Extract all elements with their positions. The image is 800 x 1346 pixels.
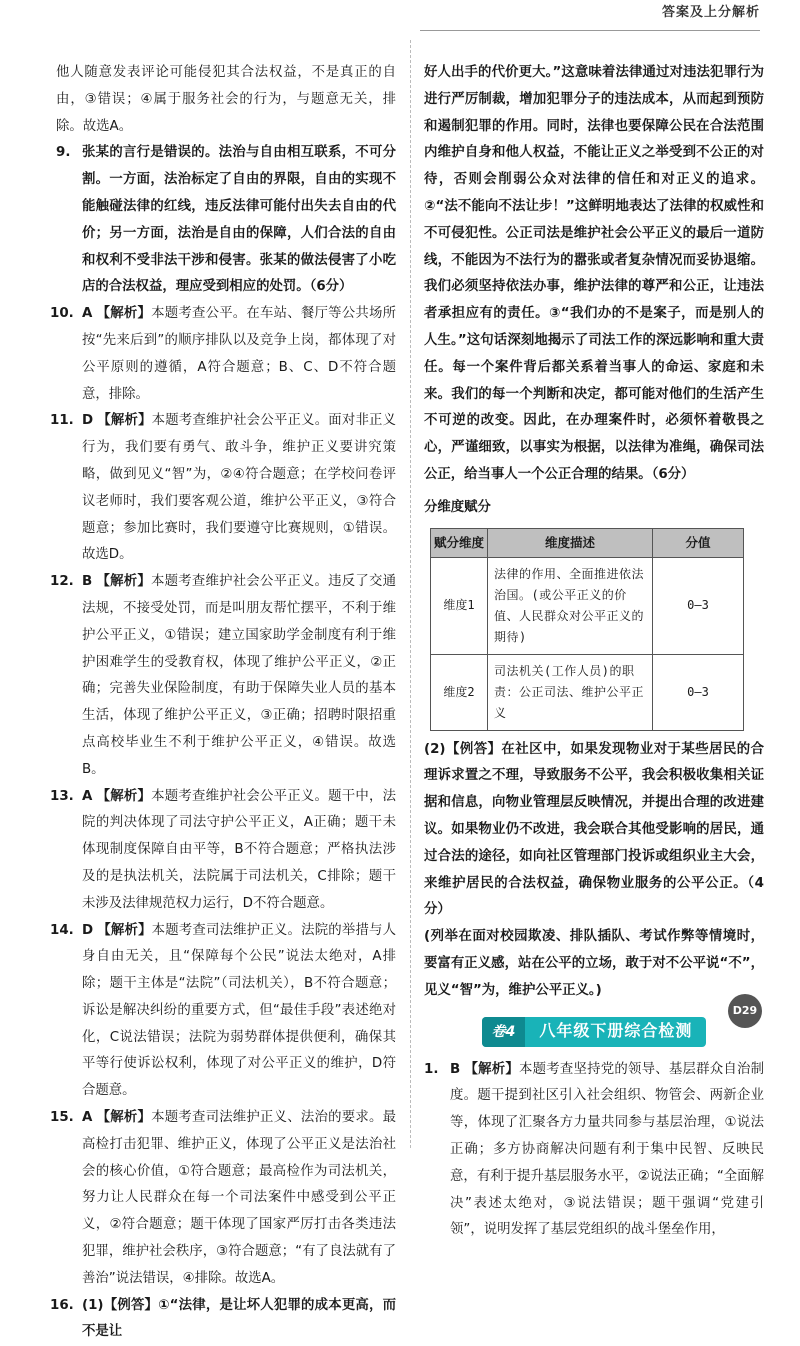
analysis-tag: 【解析】 [97,413,152,429]
table-header-score: 分值 [653,528,744,557]
answer-letter: D [82,413,94,429]
answer-letter: B [450,1061,461,1077]
table-header-row [431,528,744,557]
answer-letter: A [82,306,93,322]
analysis-tag: 【解析】 [96,574,151,590]
question-number: 10. [50,306,74,322]
question-13 [50,784,397,918]
question-16 [50,1293,396,1346]
column-divider [410,40,411,1148]
answer-letter: A [82,788,93,804]
question-10 [50,301,397,408]
question-text: 张某的言行是错误的。法治与自由相互联系，不可分割。一方面，法治标定了自由的界限，自由的实现不能触碰法律的红线，违反法律可能付出失去自由的代价；另一方面，法治是自由的保障，人们合法的自由和权利不受非法干涉和侵害。张某的做法侵害了小吃店的合法权益，理应受到相应的处罚。（6分） [82,145,396,295]
question-number: 11. [50,413,74,429]
table-label: 分维度赋分 [424,499,491,515]
question-14 [50,918,397,1106]
example-answer-tag: (2)【例答】 [424,741,502,757]
table-cell-dimension: 维度2 [431,654,488,730]
question-text: 本题考查坚持党的领导、基层群众自治制度。题干提到社区引入社会组织、物管会、两新企业等，体现了汇聚各方力量共同参与基层治理，①说法正确；多方协商解决问题有利于集中民智、反映民意，有利于提升基层服务水平，②说法正确；“全面解决”表述太绝对，③说法错误；题干强调“党建引领”，说明发挥了基层党组织的战斗堡垒作用， [450,1061,765,1238]
question-1 [424,1057,764,1245]
question-number: 12. [50,574,74,590]
table-row [431,654,744,730]
question-number: 13. [50,788,74,804]
paragraph-continued: 他人随意发表评论可能侵犯其合法权益，不是真正的自由，③错误；④属于服务社会的行为，与题意无关，排除。故选A。 [56,65,396,134]
example-answer-text: 在社区中，如果发现物业对于某些居民的合理诉求置之不理，导致服务不公平，我会积极收集相关证据和信息，向物业管理层反映情况，并提出合理的改进建议。如果物业仍不改进，我会联合其他受影响的居民，通过合法的途径，如向社区管理部门投诉或组织业主大会，来维护居民的合法权益，确保物业服务的公平公正。（4分） [424,741,765,918]
section-title: 八年级下册综合检测 [539,1021,693,1041]
answer-letter: A [82,1110,93,1126]
table-header-description: 维度描述 [488,528,653,557]
question-number: 9. [56,145,71,161]
question-text: 本题考查司法维护正义、法治的要求。最高检打击犯罪、维护正义，体现了公平正义是法治社会的核心价值，①符合题意；最高检作为司法机关，努力让人民群众在每一个司法案件中感受到公平正义，②符合题意；题干体现了国家严厉打击各类违法犯罪，维护社会秩序，③符合题意；“有了良法就有了善治”说法错误，④排除。故选A。 [82,1110,397,1286]
table-cell-description: 法律的作用、全面推进依法治国。(或公平正义的价值、人民群众对公平正义的期待) [488,557,653,654]
left-column [50,60,397,1340]
example-answer-2 [424,737,764,925]
table-cell-dimension: 维度1 [431,557,488,654]
answer-letter: B [82,574,93,590]
question-text: ①“法律，是让坏人犯罪的成本更高，而不是让 [82,1297,396,1340]
analysis-tag: 【解析】 [96,788,152,804]
table-cell-description: 司法机关(工作人员)的职责：公正司法、维护公平正义 [488,654,653,730]
scoring-table [430,528,744,731]
header-rule [420,30,760,31]
question-text: 本题考查司法维护正义。法院的举措与人身自由无关，且“保障每个公民”说法太绝对，A排除；题干主体是“法院”（司法机关），B不符合题意；诉讼是解决纠纷的重要方式，但“最佳手段”表述绝对化，C说法错误；法院为弱势群体提供便利，确保其平等行使诉讼权利，体现了对公平正义的维护，D符合题意。 [82,922,397,1099]
table-cell-score: 0—3 [653,557,744,654]
right-column [424,60,765,1238]
question-number: 16. [50,1297,74,1313]
question-11 [50,408,397,569]
question-15 [50,1105,397,1293]
answer-letter: D [82,922,94,938]
question-number: 1. [424,1061,439,1077]
question-number: 14. [50,922,74,938]
section-heading [424,1015,764,1049]
page-number-badge: D29 [728,994,762,1028]
question-text: 本题考查维护社会公平正义。违反了交通法规，不接受处罚，而是叫朋友帮忙摆平，不利于维护公平正义，①错误；建立国家助学金制度有利于维护困难学生的受教育权，体现了维护公平正义，②正确；完善失业保险制度，有助于保障失业人员的基本生活，体现了维护公平正义，③正确；招聘时限招重点高校毕业生不利于维护公平正义，④错误。故选B。 [82,574,397,777]
page-header-title: 答案及上分解析 [661,5,760,20]
section-juan-label: 卷4 [482,1017,526,1047]
analysis-tag: 【解析】 [97,922,152,938]
table-row [431,557,744,654]
question-9 [56,140,396,301]
question-text: 本题考查维护社会公平正义。面对非正义行为，我们要有勇气、敢斗争，维护正义要讲究策略，做到见义“智”为，②④符合题意；在学校问卷评议老师时，我们要客观公道，维护公平正义，③符合题意；参加比赛时，我们要遵守比赛规则，①错误。故选D。 [82,413,397,563]
section-pill [482,1017,707,1047]
question-number: 15. [50,1110,74,1126]
example-answer-tag: (1)【例答】 [82,1297,159,1313]
table-header-dimension: 赋分维度 [431,528,488,557]
analysis-tag: 【解析】 [96,1110,152,1126]
paragraph-continued: 好人出手的代价更大。”这意味着法律通过对违法犯罪行为进行严厉制裁，增加犯罪分子的违法成本，从而起到预防和遏制犯罪的作用。同时，法律也要保障公民在合法范围内维护自身和他人权益，不能让正义之举受到不公正的对待，否则会削弱公众对法律的信任和对正义的追求。②“法不能向不法让步！”这鲜明地表达了法律的权威性和不可侵犯性。公正司法是维护社会公平正义的最后一道防线，不能因为不法行为的嚣张或者复杂情况而妥协退缩。我们必须坚持依法办事，维护法律的尊严和公正，让违法者承担应有的责任。③“我们办的不是案子，而是别人的人生。”这句话深刻地揭示了司法工作的深远影响和重大责任。每一个案件背后都关系着当事人的命运、家庭和未来。我们的每一个判断和决定，都可能对他们的生活产生不可逆的改变。因此，在办理案件时，必须怀着敬畏之心，严谨细致，以事实为根据，以法律为准绳，确保司法公正，给当事人一个公正合理的结果。（6分） [424,65,764,482]
analysis-tag: 【解析】 [464,1061,519,1077]
table-cell-score: 0—3 [653,654,744,730]
question-text: 本题考查维护社会公平正义。题干中，法院的判决体现了司法守护公平正义，A正确；题干未体现制度保障自由平等，B不符合题意；严格执法涉及的是执法机关，法院属于司法机关，C排除；题干未涉及法律规范权力运行，D不符合题意。 [82,788,397,911]
question-12 [50,569,397,783]
analysis-tag: 【解析】 [96,306,152,322]
question-text: 本题考查公平。在车站、餐厅等公共场所按“先来后到”的顺序排队以及竞争上岗，都体现了对公平原则的遵循，A符合题意；B、C、D不符合题意，排除。 [82,306,397,402]
answer-note: (列举在面对校园欺凌、排队插队、考试作弊等情境时，要富有正义感，站在公平的立场，敢于对不公平说“不”，见义“智”为，维护公平正义。) [424,929,764,998]
